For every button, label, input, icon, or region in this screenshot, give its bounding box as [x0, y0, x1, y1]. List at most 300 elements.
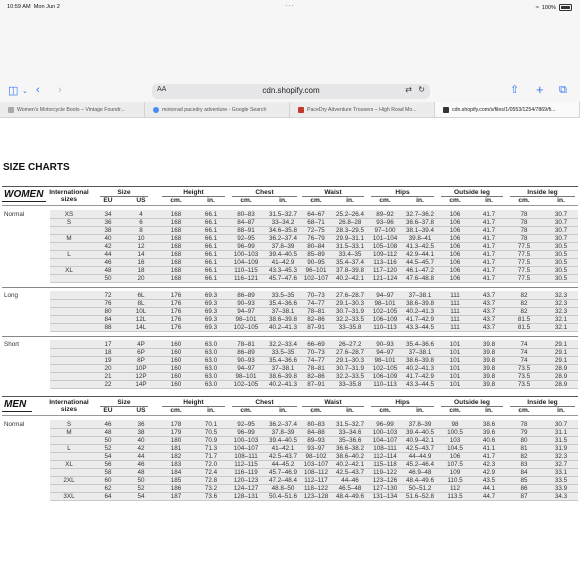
cell-height-in: 70.5 — [204, 429, 218, 436]
cell-outside-leg-cm: 111 — [450, 308, 460, 315]
new-tab-button[interactable]: + — [536, 82, 544, 97]
cell-outside-leg-in: 39.8 — [482, 381, 496, 388]
cell-hips-cm: 110–113 — [373, 324, 397, 331]
cell-waist-cm: 84–88 — [307, 429, 325, 436]
cell-waist-cm: 80–84 — [307, 243, 325, 250]
cell-chest-in: 48.8–50 — [271, 485, 295, 492]
cell-inside-leg-in: 32.3 — [554, 292, 568, 299]
cell-intl-size: XL — [65, 267, 73, 274]
cell-inside-leg-in: 31.5 — [554, 437, 568, 444]
cell-inside-leg-cm: 77.5 — [517, 259, 531, 266]
cell-chest-cm: 90–93 — [237, 357, 255, 364]
address-text[interactable]: cdn.shopify.com — [262, 86, 320, 95]
cell-us-size: 14 — [137, 251, 145, 258]
cell-inside-leg-cm: 77.5 — [517, 251, 531, 258]
women-height-header: Height — [183, 189, 204, 196]
cell-outside-leg-cm: 111 — [450, 316, 460, 323]
cell-waist-in: 40.2–42.1 — [335, 461, 365, 468]
cell-waist-cm: 123–128 — [303, 493, 329, 500]
women-inside-leg-cm-header: cm. — [518, 197, 530, 204]
cell-outside-leg-in: 39.8 — [482, 341, 496, 348]
status-bar — [0, 0, 580, 14]
cell-eu-size: 60 — [104, 477, 112, 484]
cell-outside-leg-cm: 101 — [449, 381, 461, 388]
cell-outside-leg-in: 43.5 — [482, 477, 496, 484]
cell-height-in: 72.0 — [204, 461, 218, 468]
cell-waist-in: 29.1–30.3 — [335, 300, 365, 307]
women-waist-cm-header: cm. — [310, 197, 322, 204]
men-separator — [2, 396, 578, 397]
tab-3[interactable]: PaceDry Adventure Trousers – High Road Mo... — [290, 102, 435, 117]
cell-inside-leg-cm: 74 — [520, 341, 528, 348]
cell-waist-in: 44–46 — [341, 477, 359, 484]
women-hips-in-header: in. — [416, 197, 424, 204]
women-waist-in-header: in. — [346, 197, 354, 204]
men-height-header: Height — [183, 399, 204, 406]
cell-hips-cm: 98–101 — [374, 357, 396, 364]
cell-waist-in: 32.2–33.5 — [335, 316, 365, 323]
cell-inside-leg-cm: 78 — [520, 421, 528, 428]
cell-us-size: 50 — [137, 477, 145, 484]
cell-height-cm: 160 — [170, 381, 182, 388]
cell-eu-size: 72 — [104, 292, 112, 299]
cell-outside-leg-cm: 98 — [451, 421, 459, 428]
cell-hips-in: 37–38.1 — [408, 349, 432, 356]
cell-height-in: 66.1 — [204, 259, 218, 266]
cell-inside-leg-in: 30.7 — [554, 227, 568, 234]
cell-chest-cm: 96–99 — [237, 243, 255, 250]
men-chest-cm-header: cm. — [240, 407, 252, 414]
cell-height-in: 69.3 — [204, 300, 218, 307]
men-outside-leg-header: Outside leg — [454, 399, 490, 406]
cell-waist-cm: 85–89 — [307, 251, 325, 258]
cell-height-cm: 187 — [170, 493, 182, 500]
women-hips-cm-header: cm. — [379, 197, 391, 204]
women-hips-header: Hips — [395, 189, 410, 196]
cell-waist-cm: 66–69 — [307, 341, 325, 348]
cell-eu-size: 58 — [104, 469, 112, 476]
cell-hips-cm: 117–120 — [372, 267, 398, 274]
table-row — [50, 282, 578, 283]
cell-inside-leg-cm: 81.5 — [517, 324, 531, 331]
cell-waist-in: 32.2–33.5 — [335, 373, 365, 380]
cell-chest-cm: 96–99 — [237, 429, 255, 436]
cell-hips-in: 36.6–37.8 — [405, 219, 435, 226]
cell-height-cm: 168 — [170, 243, 182, 250]
cell-eu-size: 88 — [104, 324, 112, 331]
cell-height-in: 66.1 — [204, 243, 218, 250]
cell-height-in: 69.3 — [204, 292, 218, 299]
cell-inside-leg-in: 30.7 — [554, 235, 568, 242]
cell-us-size: 44 — [137, 453, 145, 460]
share-icon[interactable]: ⇧ — [510, 84, 520, 96]
cell-chest-in: 37–38.1 — [271, 308, 295, 315]
cell-chest-in: 41–42.9 — [271, 259, 295, 266]
cell-hips-in: 32.7–36.2 — [405, 211, 435, 218]
cell-intl-size: XL — [65, 461, 73, 468]
cell-eu-size: 48 — [104, 429, 112, 436]
cell-height-in: 69.3 — [204, 316, 218, 323]
men-chest-in-header: in. — [279, 407, 287, 414]
reload-icon[interactable]: ↻ — [418, 85, 425, 94]
cell-outside-leg-cm: 106 — [449, 227, 461, 234]
cell-height-in: 71.7 — [204, 453, 218, 460]
cell-inside-leg-in: 32.7 — [554, 461, 568, 468]
cell-us-size: 36 — [137, 421, 145, 428]
cell-inside-leg-cm: 87 — [520, 493, 528, 500]
cell-inside-leg-in: 32.1 — [554, 324, 568, 331]
women-eu-header: EU — [103, 197, 113, 204]
cell-hips-in: 50–51.2 — [408, 485, 432, 492]
cell-outside-leg-in: 44.1 — [482, 485, 496, 492]
cell-hips-cm: 102–105 — [372, 365, 398, 372]
battery-icon — [559, 4, 572, 11]
back-button[interactable]: ‹ — [36, 84, 40, 96]
cell-inside-leg-in: 33.5 — [554, 477, 568, 484]
cell-hips-cm: 94–97 — [376, 349, 394, 356]
cell-height-in: 72.8 — [204, 477, 218, 484]
men-header-rule — [2, 415, 578, 416]
cell-outside-leg-in: 39.8 — [482, 365, 496, 372]
cell-height-in: 73.2 — [204, 485, 218, 492]
cell-chest-cm: 120–123 — [233, 477, 259, 484]
cell-waist-cm: 80–83 — [307, 421, 325, 428]
cell-hips-cm: 106–109 — [372, 373, 398, 380]
cell-outside-leg-cm: 101 — [449, 349, 461, 356]
cell-waist-cm: 89–93 — [307, 437, 325, 444]
cell-inside-leg-in: 32.3 — [554, 308, 568, 315]
cell-eu-size: 21 — [104, 373, 112, 380]
cell-chest-cm: 98–101 — [235, 373, 257, 380]
cell-us-size: 54 — [137, 493, 145, 500]
cell-chest-in: 34.6–35.8 — [268, 227, 298, 234]
women-inside-leg-header: Inside leg — [527, 189, 558, 196]
cell-us-size: 8L — [137, 300, 145, 307]
cell-eu-size: 52 — [104, 445, 112, 452]
cell-eu-size: 22 — [104, 381, 112, 388]
cell-waist-in: 27.6–28.7 — [335, 349, 365, 356]
cell-height-in: 66.1 — [204, 219, 218, 226]
cell-waist-in: 29.1–30.3 — [335, 357, 365, 364]
cell-height-in: 72.4 — [204, 469, 218, 476]
women-title-underline — [2, 201, 46, 202]
women-section-title: WOMEN — [4, 189, 44, 200]
cell-outside-leg-cm: 101 — [449, 341, 461, 348]
cell-hips-cm: 109–112 — [372, 251, 398, 258]
cell-hips-cm: 113–116 — [373, 259, 397, 266]
cell-eu-size: 46 — [104, 259, 112, 266]
cell-outside-leg-cm: 106 — [449, 219, 461, 226]
cell-chest-cm: 116–121 — [233, 275, 259, 282]
men-inside-leg-cm-header: cm. — [518, 407, 530, 414]
cell-outside-leg-in: 43.7 — [482, 292, 496, 299]
cell-chest-cm: 102–105 — [233, 324, 259, 331]
cell-inside-leg-in: 33.1 — [554, 469, 568, 476]
cell-outside-leg-in: 39.8 — [482, 373, 496, 380]
cell-height-in: 63.0 — [204, 381, 218, 388]
cell-waist-in: 26.8–28 — [338, 219, 362, 226]
cell-inside-leg-in: 30.5 — [554, 259, 568, 266]
cell-height-cm: 176 — [170, 324, 182, 331]
cell-outside-leg-cm: 109 — [449, 469, 461, 476]
cell-waist-cm: 76–79 — [307, 235, 325, 242]
cell-eu-size: 48 — [104, 267, 112, 274]
cell-height-cm: 176 — [170, 316, 182, 323]
cell-waist-cm: 74–77 — [307, 300, 325, 307]
cell-us-size: 42 — [137, 445, 145, 452]
cell-waist-in: 27.6–28.7 — [335, 292, 365, 299]
cell-hips-cm: 89–92 — [376, 211, 394, 218]
cell-chest-cm: 84–87 — [237, 219, 255, 226]
cell-eu-size: 18 — [104, 349, 112, 356]
cell-inside-leg-cm: 82 — [520, 453, 528, 460]
cell-chest-in: 45.7–46.9 — [268, 469, 298, 476]
browser-toolbar — [0, 14, 580, 102]
cell-hips-in: 44–44.9 — [408, 453, 432, 460]
cell-chest-in: 45.7–47.6 — [268, 275, 298, 282]
cell-waist-cm: 68–71 — [307, 219, 325, 226]
cell-eu-size: 76 — [104, 300, 112, 307]
cell-waist-in: 33–35.8 — [338, 324, 362, 331]
cell-outside-leg-in: 39.8 — [482, 349, 496, 356]
address-bar[interactable] — [152, 84, 430, 99]
women-size-header: Size — [117, 189, 131, 196]
men-hips-header: Hips — [395, 399, 410, 406]
cell-height-cm: 185 — [170, 477, 182, 484]
cell-waist-in: 26–27.2 — [338, 341, 362, 348]
cell-height-in: 69.3 — [204, 308, 218, 315]
cell-hips-in: 38.1–39.4 — [405, 227, 435, 234]
cell-hips-cm: 106–109 — [372, 316, 398, 323]
cell-inside-leg-in: 33.9 — [554, 485, 568, 492]
cell-waist-cm: 118–122 — [303, 485, 329, 492]
cell-inside-leg-cm: 84 — [520, 469, 528, 476]
men-waist-in-header: in. — [346, 407, 354, 414]
cell-outside-leg-in: 41.7 — [482, 259, 496, 266]
cell-waist-cm: 112–117 — [304, 477, 328, 484]
cell-chest-in: 33.5–35 — [271, 349, 295, 356]
cell-chest-in: 50.4–51.6 — [268, 493, 298, 500]
cell-inside-leg-cm: 82 — [520, 308, 528, 315]
cell-eu-size: 56 — [104, 461, 112, 468]
cell-chest-cm: 104–109 — [233, 259, 259, 266]
cell-hips-in: 35.4–36.6 — [405, 341, 435, 348]
tab-2[interactable]: motorrad pacedry adventure - Google Search — [145, 102, 290, 117]
cell-outside-leg-in: 39.8 — [482, 357, 496, 364]
cell-waist-in: 33.4–35 — [338, 251, 362, 258]
chevron-down-icon[interactable]: ⌄ — [22, 88, 28, 95]
cell-intl-size: M — [66, 429, 72, 436]
cell-us-size: 18 — [137, 267, 145, 274]
cell-inside-leg-in: 30.5 — [554, 251, 568, 258]
cell-waist-in: 29.9–31.1 — [335, 235, 365, 242]
cell-waist-cm: 90–95 — [307, 259, 325, 266]
cell-chest-in: 38.6–39.8 — [268, 316, 298, 323]
women-us-header: US — [136, 197, 146, 204]
cell-outside-leg-cm: 103 — [449, 437, 461, 444]
cell-hips-in: 51.6–52.8 — [405, 493, 435, 500]
cell-inside-leg-in: 30.5 — [554, 243, 568, 250]
cell-eu-size: 17 — [104, 341, 112, 348]
cell-outside-leg-cm: 104.5 — [447, 445, 463, 452]
cell-waist-cm: 96–101 — [305, 267, 327, 274]
women-chest-cm-header: cm. — [240, 197, 252, 204]
men-chest-header: Chest — [255, 399, 274, 406]
cell-hips-in: 44.5–45.7 — [405, 259, 435, 266]
cell-hips-cm: 102–105 — [372, 308, 398, 315]
cell-intl-size: S — [66, 421, 72, 428]
cell-hips-cm: 93–96 — [376, 219, 394, 226]
cell-us-size: 20 — [137, 275, 145, 282]
cell-inside-leg-in: 31.9 — [554, 445, 568, 452]
cell-eu-size: 80 — [104, 308, 112, 315]
women-inside-leg-in-header: in. — [557, 197, 565, 204]
women-height-in-header: in. — [207, 197, 215, 204]
cell-chest-in: 40.2–41.3 — [268, 381, 298, 388]
cell-outside-leg-cm: 111 — [450, 324, 460, 331]
cell-chest-in: 36.2–37.4 — [268, 421, 298, 428]
cell-hips-cm: 90–93 — [376, 341, 394, 348]
cell-waist-cm: 93–97 — [307, 445, 325, 452]
cell-eu-size: 64 — [104, 493, 112, 500]
men-waist-cm-header: cm. — [310, 407, 322, 414]
cell-hips-cm: 96–99 — [376, 421, 394, 428]
cell-hips-in: 40.2–41.3 — [405, 365, 435, 372]
cell-us-size: 52 — [137, 485, 145, 492]
cell-inside-leg-cm: 83 — [520, 461, 528, 468]
cell-outside-leg-in: 41.7 — [482, 251, 496, 258]
cell-hips-in: 46.9–48 — [408, 469, 432, 476]
cell-inside-leg-cm: 79 — [520, 429, 528, 436]
cell-hips-cm: 110–113 — [373, 381, 397, 388]
tabs-overview-icon[interactable]: ⧉ — [559, 84, 567, 96]
cell-hips-in: 38.6–39.8 — [405, 300, 435, 307]
women-outside-leg-in-header: in. — [485, 197, 493, 204]
cell-height-in: 66.1 — [204, 267, 218, 274]
forward-button[interactable]: › — [58, 84, 62, 96]
table-row — [50, 500, 578, 501]
favicon-icon — [443, 107, 449, 113]
cell-outside-leg-in: 41.7 — [482, 267, 496, 274]
cell-height-in: 66.1 — [204, 275, 218, 282]
women-outside-leg-header: Outside leg — [454, 189, 490, 196]
cell-inside-leg-in: 29.1 — [554, 349, 568, 356]
cell-chest-cm: 112–115 — [234, 461, 258, 468]
cell-chest-in: 47.2–48.4 — [268, 477, 298, 484]
cell-waist-in: 28.3–29.5 — [335, 227, 365, 234]
cell-waist-in: 40.2–42.1 — [335, 275, 365, 282]
cell-waist-cm: 74–77 — [307, 357, 325, 364]
cell-us-size: 10P — [135, 365, 147, 372]
cell-eu-size: 36 — [104, 219, 112, 226]
cell-inside-leg-in: 30.5 — [554, 275, 568, 282]
cell-us-size: 4P — [137, 341, 145, 348]
cell-outside-leg-in: 39.6 — [482, 429, 496, 436]
translate-icon[interactable]: ⇄ — [405, 85, 412, 94]
cell-chest-in: 37.8–39 — [271, 243, 295, 250]
cell-outside-leg-in: 44.7 — [482, 493, 496, 500]
multitasking-dots-icon[interactable]: ··· — [285, 1, 295, 10]
cell-intl-size: XS — [64, 211, 74, 218]
cell-chest-in: 39.4–40.5 — [268, 437, 298, 444]
reader-options-button[interactable]: AA — [157, 86, 167, 93]
cell-chest-cm: 80–83 — [237, 211, 255, 218]
cell-eu-size: 40 — [104, 235, 112, 242]
cell-height-in: 70.9 — [204, 437, 218, 444]
cell-height-in: 70.1 — [204, 421, 218, 428]
cell-eu-size: 38 — [104, 227, 112, 234]
cell-chest-in: 39.4–40.5 — [268, 251, 298, 258]
cell-inside-leg-cm: 73.5 — [517, 381, 531, 388]
cell-outside-leg-in: 41.7 — [482, 453, 496, 460]
cell-hips-cm: 119–122 — [372, 469, 398, 476]
cell-hips-cm: 131–134 — [372, 493, 398, 500]
cell-height-in: 63.0 — [204, 365, 218, 372]
tab-1[interactable]: Women's Motorcycle Boots – Vintage Foundr... — [0, 102, 145, 117]
cell-chest-in: 36.2–37.4 — [268, 235, 298, 242]
cell-us-size: 14P — [135, 381, 147, 388]
cell-us-size: 48 — [137, 469, 145, 476]
cell-inside-leg-in: 29.1 — [554, 341, 568, 348]
cell-outside-leg-in: 43.7 — [482, 316, 496, 323]
men-inside-leg-header: Inside leg — [527, 399, 558, 406]
women-fit-label: Long — [4, 292, 19, 299]
cell-chest-in: 44–45.2 — [271, 461, 295, 468]
cell-outside-leg-cm: 107.5 — [447, 461, 463, 468]
cell-us-size: 12 — [137, 243, 145, 250]
cell-inside-leg-cm: 78 — [520, 235, 528, 242]
cell-inside-leg-cm: 77.5 — [517, 243, 531, 250]
cell-eu-size: 50 — [104, 275, 112, 282]
cell-hips-in: 37–38.1 — [408, 292, 432, 299]
cell-intl-size: L — [67, 251, 71, 258]
women-fit-label: Normal — [4, 211, 25, 218]
cell-outside-leg-cm: 111 — [450, 300, 460, 307]
cell-outside-leg-cm: 101 — [449, 373, 461, 380]
cell-inside-leg-in: 32.3 — [554, 453, 568, 460]
cell-height-in: 63.0 — [204, 341, 218, 348]
tab-bar — [0, 102, 580, 118]
cell-outside-leg-cm: 106 — [449, 243, 461, 250]
cell-chest-cm: 108–111 — [234, 453, 258, 460]
cell-height-cm: 176 — [170, 308, 182, 315]
cell-waist-in: 35–36.6 — [338, 437, 362, 444]
table-row — [50, 331, 578, 332]
men-outside-leg-in-header: in. — [485, 407, 493, 414]
cell-inside-leg-cm: 80 — [520, 437, 528, 444]
cell-height-in: 66.1 — [204, 251, 218, 258]
favicon-icon — [298, 107, 304, 113]
cell-chest-cm: 86–89 — [237, 292, 255, 299]
cell-outside-leg-cm: 106 — [449, 275, 461, 282]
cell-us-size: 16 — [137, 259, 145, 266]
cell-outside-leg-in: 41.7 — [482, 211, 496, 218]
cell-height-cm: 168 — [170, 235, 182, 242]
sidebar-toggle-icon[interactable]: ◫ — [8, 85, 19, 97]
women-waist-header: Waist — [324, 189, 342, 196]
cell-us-size: 4 — [139, 211, 143, 218]
cell-inside-leg-in: 30.7 — [554, 421, 568, 428]
cell-waist-in: 46.5–48 — [338, 485, 362, 492]
cell-waist-cm: 70–73 — [307, 292, 325, 299]
cell-inside-leg-cm: 85 — [520, 477, 528, 484]
cell-waist-in: 35.4–37.4 — [335, 259, 365, 266]
cell-us-size: 46 — [137, 461, 145, 468]
cell-chest-cm: 94–97 — [237, 365, 255, 372]
cell-eu-size: 46 — [104, 421, 112, 428]
tab-4-active[interactable]: cdn.shopify.com/s/files/1/0553/1254/7869/fi... — [435, 102, 580, 117]
cell-height-in: 66.1 — [204, 211, 218, 218]
